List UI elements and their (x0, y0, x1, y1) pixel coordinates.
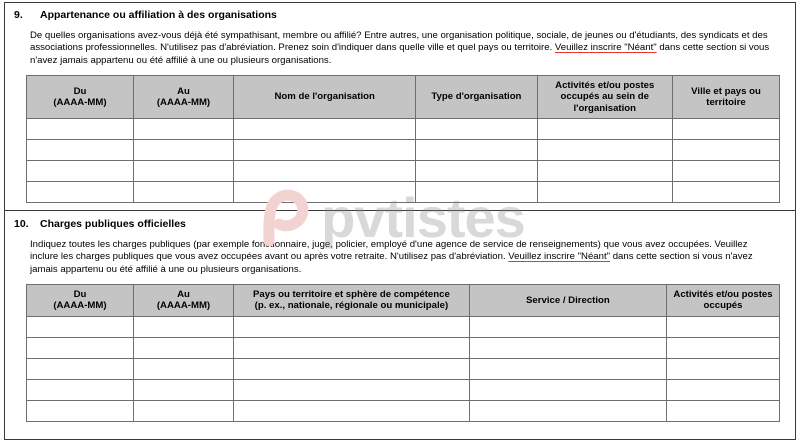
col-ville-pays: Ville et pays ou territoire (673, 75, 780, 118)
cell-du[interactable] (27, 316, 134, 337)
cell-activites[interactable] (537, 161, 673, 182)
organizations-table-body (27, 119, 780, 203)
cell-ville[interactable] (673, 161, 780, 182)
cell-au[interactable] (133, 140, 233, 161)
col-au: Au (AAAA-MM) (133, 284, 233, 316)
section-10-title: Charges publiques officielles (40, 218, 186, 230)
cell-au[interactable] (133, 337, 233, 358)
table-row (27, 140, 780, 161)
cell-nom[interactable] (234, 161, 416, 182)
section-9-instructions-part2: dans cette section si vous n'avez jamais appartenu ou été affilié à une ou plusieurs organisations. (30, 42, 770, 66)
table-row (27, 182, 780, 203)
cell-du[interactable] (27, 358, 134, 379)
cell-pays[interactable] (234, 316, 470, 337)
cell-pays[interactable] (234, 358, 470, 379)
section-10-instructions-part1: Indiquez toutes les charges publiques (par exemple fonctionnaire, juge, policier, employé d'une agence de service de renseignements) que vous avez occupées. Veuillez inclure les charges publiques que vous avez occupées avant ou après votre retraite. N'utilisez pas d'abréviation. (30, 239, 748, 263)
cell-du[interactable] (27, 140, 134, 161)
cell-activites[interactable] (667, 379, 780, 400)
section-9 (0, 2, 800, 203)
cell-type[interactable] (416, 119, 537, 140)
section-9-table-wrap (0, 67, 800, 203)
cell-type[interactable] (416, 140, 537, 161)
col-du: Du (AAAA-MM) (27, 75, 134, 118)
section-10-table-wrap (0, 276, 800, 422)
cell-au[interactable] (133, 182, 233, 203)
cell-service[interactable] (469, 316, 666, 337)
col-pays-sphere: Pays ou territoire et sphère de compétence (p. ex., nationale, régionale ou municipale) (234, 284, 470, 316)
col-activites-postes: Activités et/ou postes occupés (667, 284, 780, 316)
cell-ville[interactable] (673, 119, 780, 140)
cell-service[interactable] (469, 379, 666, 400)
section-10 (0, 211, 800, 422)
section-9-number: 9. (14, 9, 23, 21)
organizations-table-header-row (27, 75, 780, 118)
cell-au[interactable] (133, 316, 233, 337)
section-9-instructions-part1: De quelles organisations avez-vous déjà été sympathisant, membre ou affilié? Entre autres, une organisation politique, sociale, de jeunes ou d'étudiants, des syndicats et des associations professionnelles. N'utilisez pas d'abréviation. Prenez soin d'indiquer dans quelle ville et quel pays ou territoire. (30, 30, 768, 54)
table-row (27, 337, 780, 358)
section-9-title: Appartenance ou affiliation à des organisations (40, 9, 277, 21)
cell-activites[interactable] (537, 182, 673, 203)
cell-du[interactable] (27, 161, 134, 182)
col-service-direction: Service / Direction (469, 284, 666, 316)
organizations-table (26, 75, 780, 203)
table-row (27, 161, 780, 182)
table-row (27, 358, 780, 379)
cell-du[interactable] (27, 182, 134, 203)
table-row (27, 400, 780, 421)
cell-au[interactable] (133, 400, 233, 421)
section-10-heading (0, 211, 800, 230)
section-9-heading (0, 2, 800, 21)
section-10-number: 10. (14, 218, 29, 230)
cell-pays[interactable] (234, 400, 470, 421)
watermark-text: pvtistes (321, 186, 525, 249)
col-type-organisation: Type d'organisation (416, 75, 537, 118)
col-du: Du (AAAA-MM) (27, 284, 134, 316)
cell-activites[interactable] (537, 140, 673, 161)
cell-au[interactable] (133, 161, 233, 182)
cell-ville[interactable] (673, 182, 780, 203)
cell-activites[interactable] (667, 337, 780, 358)
section-10-instructions-part2: dans cette section si vous n'avez jamais appartenu ou été affilié à une ou plusieurs organisations. (30, 251, 753, 275)
public-offices-table-body (27, 316, 780, 421)
public-offices-table (26, 284, 780, 422)
cell-au[interactable] (133, 379, 233, 400)
cell-activites[interactable] (667, 400, 780, 421)
cell-du[interactable] (27, 379, 134, 400)
table-row (27, 119, 780, 140)
section-9-instructions (0, 21, 800, 67)
section-10-instructions (0, 230, 800, 276)
cell-service[interactable] (469, 337, 666, 358)
cell-nom[interactable] (234, 182, 416, 203)
cell-type[interactable] (416, 161, 537, 182)
cell-nom[interactable] (234, 140, 416, 161)
cell-pays[interactable] (234, 379, 470, 400)
cell-service[interactable] (469, 400, 666, 421)
table-row (27, 316, 780, 337)
cell-pays[interactable] (234, 337, 470, 358)
cell-du[interactable] (27, 400, 134, 421)
section-9-instructions-emphasis: Veuillez inscrire "Néant" (554, 42, 657, 54)
col-nom-organisation: Nom de l'organisation (234, 75, 416, 118)
cell-du[interactable] (27, 337, 134, 358)
section-10-instructions-emphasis: Veuillez inscrire "Néant" (508, 251, 611, 263)
cell-du[interactable] (27, 119, 134, 140)
cell-activites[interactable] (537, 119, 673, 140)
cell-type[interactable] (416, 182, 537, 203)
col-au: Au (AAAA-MM) (133, 75, 233, 118)
cell-service[interactable] (469, 358, 666, 379)
cell-activites[interactable] (667, 316, 780, 337)
col-activites-postes: Activités et/ou postes occupés au sein de l'organisation (537, 75, 673, 118)
public-offices-table-header-row (27, 284, 780, 316)
cell-au[interactable] (133, 119, 233, 140)
cell-activites[interactable] (667, 358, 780, 379)
cell-nom[interactable] (234, 119, 416, 140)
cell-ville[interactable] (673, 140, 780, 161)
table-row (27, 379, 780, 400)
cell-au[interactable] (133, 358, 233, 379)
